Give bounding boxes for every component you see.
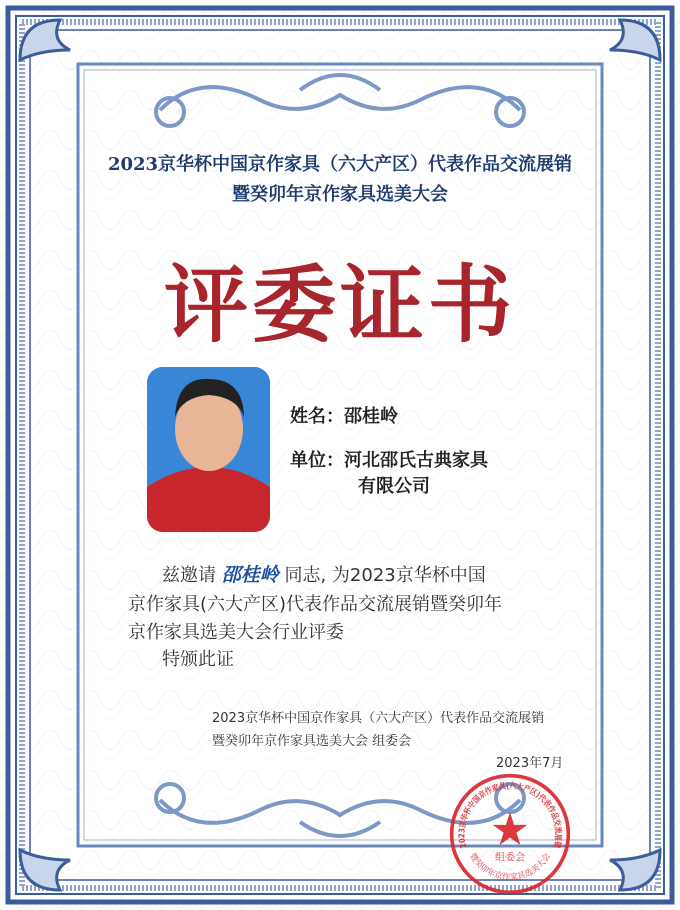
- body-line1: [162, 560, 486, 591]
- name-field: [290, 402, 398, 428]
- seal-inner-text: 暨癸卯年京作家具选美大会: [467, 851, 553, 882]
- issue-date: 2023年7月: [496, 756, 564, 771]
- issuer-line1: 2023京华杯中国京作家具（六大产区）代表作品交流展销: [212, 711, 545, 726]
- invitee-name: 邵桂岭: [221, 564, 279, 586]
- certificate-title: 评委证书: [163, 255, 516, 354]
- body-line4: 特颁此证: [162, 649, 234, 670]
- seal-star-icon: [493, 812, 528, 845]
- body-line2: 京作家具(六大产区)代表作品交流展销暨癸卯年: [128, 594, 503, 615]
- event-title-line1: 2023京华杯中国京作家具（六大产区）代表作品交流展销: [107, 154, 573, 175]
- unit-value-line1: 河北邵氏古典家具: [344, 450, 488, 471]
- body-line3: 京作家具选美大会行业评委: [128, 622, 344, 643]
- unit-value-line2: 有限公司: [358, 476, 430, 497]
- seal-ring-text: 2023京华杯中国京作家具(六大产区)代表作品交流展销: [456, 780, 564, 851]
- event-title-line2: 暨癸卯年京作家具选美大会: [232, 184, 448, 205]
- seal-bottom-text: 组委会: [494, 852, 526, 864]
- body-line1-rest: 同志, 为2023京华杯中国: [284, 565, 486, 586]
- unit-label: 单位：: [290, 450, 344, 471]
- unit-field: [290, 446, 488, 472]
- official-seal: [448, 772, 572, 896]
- name-label: 姓名：: [290, 406, 344, 427]
- body-prefix: 兹邀请: [162, 565, 216, 586]
- issuer-line2: 暨癸卯年京作家具选美大会 组委会: [212, 734, 412, 749]
- portrait-photo: [147, 367, 270, 532]
- name-value: 邵桂岭: [344, 406, 398, 427]
